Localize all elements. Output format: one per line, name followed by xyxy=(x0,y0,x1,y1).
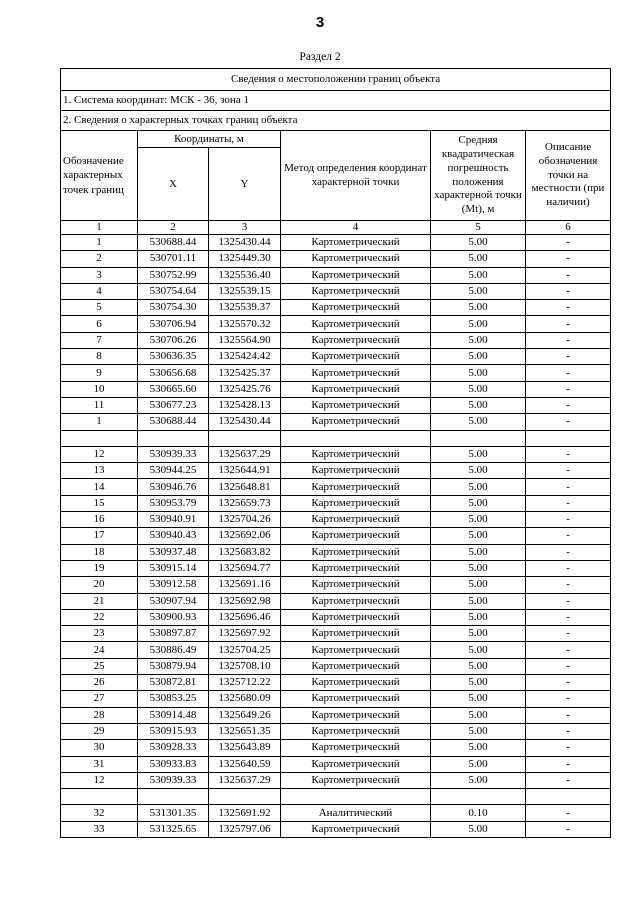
description-cell: - xyxy=(526,691,611,707)
table-row xyxy=(61,740,611,756)
description-cell: - xyxy=(526,805,611,821)
table-row xyxy=(61,430,611,446)
point-id-cell: 9 xyxy=(61,365,138,381)
method-cell: Аналитический xyxy=(281,805,431,821)
x-coord-cell: 530900.93 xyxy=(138,609,209,625)
error-cell: 5.00 xyxy=(431,626,526,642)
error-cell: 5.00 xyxy=(431,658,526,674)
x-coord-cell: 530886.49 xyxy=(138,642,209,658)
error-cell: 5.00 xyxy=(431,560,526,576)
description-cell: - xyxy=(526,740,611,756)
x-coord-cell xyxy=(138,789,209,805)
description-cell: - xyxy=(526,446,611,462)
method-cell: Картометрический xyxy=(281,251,431,267)
y-coord-cell: 1325704.25 xyxy=(209,642,281,658)
table-row xyxy=(61,316,611,332)
point-id-cell: 23 xyxy=(61,626,138,642)
method-cell: Картометрический xyxy=(281,740,431,756)
point-id-cell: 3 xyxy=(61,267,138,283)
method-cell: Картометрический xyxy=(281,560,431,576)
method-cell: Картометрический xyxy=(281,495,431,511)
method-cell: Картометрический xyxy=(281,626,431,642)
table-row xyxy=(61,593,611,609)
description-cell: - xyxy=(526,512,611,528)
table-row xyxy=(61,300,611,316)
error-cell: 5.00 xyxy=(431,463,526,479)
description-cell: - xyxy=(526,235,611,251)
x-coord-cell: 530939.33 xyxy=(138,772,209,788)
point-id-cell xyxy=(61,789,138,805)
method-cell: Картометрический xyxy=(281,235,431,251)
description-cell: - xyxy=(526,283,611,299)
point-id-cell: 10 xyxy=(61,381,138,397)
column-number: 3 xyxy=(209,221,281,235)
table-row xyxy=(61,821,611,837)
table-row xyxy=(61,235,611,251)
method-cell: Картометрический xyxy=(281,544,431,560)
point-id-cell: 1 xyxy=(61,235,138,251)
boundary-points-table xyxy=(60,68,611,838)
x-coord-cell: 530944.25 xyxy=(138,463,209,479)
error-cell: 5.00 xyxy=(431,609,526,625)
x-coord-cell: 530701.11 xyxy=(138,251,209,267)
table-row xyxy=(61,642,611,658)
point-id-cell: 32 xyxy=(61,805,138,821)
page-number: 3 xyxy=(315,14,325,31)
y-coord-cell: 1325648.81 xyxy=(209,479,281,495)
y-coord-cell: 1325539.15 xyxy=(209,283,281,299)
x-coord-cell: 530872.81 xyxy=(138,675,209,691)
x-coord-cell: 531301.35 xyxy=(138,805,209,821)
table-row xyxy=(61,332,611,348)
error-cell: 5.00 xyxy=(431,267,526,283)
description-cell: - xyxy=(526,300,611,316)
y-coord-cell: 1325797.06 xyxy=(209,821,281,837)
error-cell: 5.00 xyxy=(431,300,526,316)
table-row xyxy=(61,723,611,739)
header-method: Метод определения координат характерной точки xyxy=(281,131,431,221)
table-row xyxy=(61,626,611,642)
header-y: Y xyxy=(209,148,281,221)
y-coord-cell: 1325680.09 xyxy=(209,691,281,707)
method-cell: Картометрический xyxy=(281,381,431,397)
x-coord-cell: 530879.94 xyxy=(138,658,209,674)
point-id-cell: 20 xyxy=(61,577,138,593)
table-row xyxy=(61,414,611,430)
point-id-cell: 2 xyxy=(61,251,138,267)
y-coord-cell: 1325708.10 xyxy=(209,658,281,674)
y-coord-cell: 1325643.89 xyxy=(209,740,281,756)
method-cell xyxy=(281,430,431,446)
error-cell: 5.00 xyxy=(431,283,526,299)
table-row xyxy=(61,365,611,381)
x-coord-cell: 530915.93 xyxy=(138,723,209,739)
x-coord-cell: 530656.68 xyxy=(138,365,209,381)
description-cell: - xyxy=(526,560,611,576)
error-cell: 5.00 xyxy=(431,642,526,658)
y-coord-cell: 1325697.92 xyxy=(209,626,281,642)
description-cell: - xyxy=(526,365,611,381)
description-cell: - xyxy=(526,626,611,642)
error-cell: 5.00 xyxy=(431,691,526,707)
y-coord-cell: 1325649.26 xyxy=(209,707,281,723)
point-id-cell: 15 xyxy=(61,495,138,511)
y-coord-cell: 1325428.13 xyxy=(209,397,281,413)
header-error: Средняя квадратическая погрешность положения характерной точки (Mt), м xyxy=(431,131,526,221)
description-cell: - xyxy=(526,544,611,560)
method-cell: Картометрический xyxy=(281,512,431,528)
error-cell: 5.00 xyxy=(431,544,526,560)
x-coord-cell: 530853.25 xyxy=(138,691,209,707)
error-cell: 5.00 xyxy=(431,235,526,251)
table-row xyxy=(61,805,611,821)
error-cell: 5.00 xyxy=(431,446,526,462)
table-row xyxy=(61,691,611,707)
description-cell: - xyxy=(526,821,611,837)
x-coord-cell: 530939.33 xyxy=(138,446,209,462)
error-cell: 0.10 xyxy=(431,805,526,821)
method-cell: Картометрический xyxy=(281,577,431,593)
point-id-cell: 1 xyxy=(61,414,138,430)
y-coord-cell: 1325564.90 xyxy=(209,332,281,348)
y-coord-cell: 1325692.06 xyxy=(209,528,281,544)
error-cell: 5.00 xyxy=(431,316,526,332)
point-id-cell: 11 xyxy=(61,397,138,413)
description-cell: - xyxy=(526,658,611,674)
method-cell xyxy=(281,789,431,805)
description-cell: - xyxy=(526,381,611,397)
method-cell: Картометрический xyxy=(281,463,431,479)
y-coord-cell: 1325424.42 xyxy=(209,349,281,365)
point-id-cell xyxy=(61,430,138,446)
point-id-cell: 4 xyxy=(61,283,138,299)
error-cell: 5.00 xyxy=(431,495,526,511)
x-coord-cell: 530937.48 xyxy=(138,544,209,560)
point-id-cell: 27 xyxy=(61,691,138,707)
description-cell: - xyxy=(526,577,611,593)
point-id-cell: 17 xyxy=(61,528,138,544)
coord-system-row: 1. Система координат: МСК - 36, зона 1 xyxy=(61,91,611,111)
description-cell: - xyxy=(526,675,611,691)
description-cell xyxy=(526,430,611,446)
error-cell xyxy=(431,430,526,446)
method-cell: Картометрический xyxy=(281,821,431,837)
table-row xyxy=(61,446,611,462)
y-coord-cell: 1325691.92 xyxy=(209,805,281,821)
error-cell: 5.00 xyxy=(431,707,526,723)
x-coord-cell: 530636.35 xyxy=(138,349,209,365)
x-coord-cell: 530933.83 xyxy=(138,756,209,772)
method-cell: Картометрический xyxy=(281,642,431,658)
y-coord-cell: 1325644.91 xyxy=(209,463,281,479)
point-id-cell: 22 xyxy=(61,609,138,625)
method-cell: Картометрический xyxy=(281,707,431,723)
description-cell: - xyxy=(526,707,611,723)
description-cell: - xyxy=(526,723,611,739)
method-cell: Картометрический xyxy=(281,283,431,299)
point-id-cell: 7 xyxy=(61,332,138,348)
x-coord-cell: 530706.94 xyxy=(138,316,209,332)
point-id-cell: 12 xyxy=(61,772,138,788)
point-id-cell: 13 xyxy=(61,463,138,479)
x-coord-cell: 530940.43 xyxy=(138,528,209,544)
description-cell: - xyxy=(526,316,611,332)
x-coord-cell: 530754.64 xyxy=(138,283,209,299)
method-cell: Картометрический xyxy=(281,414,431,430)
column-number: 4 xyxy=(281,221,431,235)
x-coord-cell: 530706.26 xyxy=(138,332,209,348)
x-coord-cell: 531325.65 xyxy=(138,821,209,837)
description-cell: - xyxy=(526,593,611,609)
x-coord-cell: 530940.91 xyxy=(138,512,209,528)
point-id-cell: 30 xyxy=(61,740,138,756)
table-title: Сведения о местоположении границ объекта xyxy=(61,69,611,91)
point-id-cell: 18 xyxy=(61,544,138,560)
error-cell xyxy=(431,789,526,805)
table-row xyxy=(61,528,611,544)
point-id-cell: 5 xyxy=(61,300,138,316)
header-description: Описание обозначения точки на местности (при наличии) xyxy=(526,131,611,221)
x-coord-cell: 530897.87 xyxy=(138,626,209,642)
table-row xyxy=(61,349,611,365)
table-row xyxy=(61,707,611,723)
method-cell: Картометрический xyxy=(281,723,431,739)
method-cell: Картометрический xyxy=(281,300,431,316)
point-id-cell: 6 xyxy=(61,316,138,332)
method-cell: Картометрический xyxy=(281,772,431,788)
error-cell: 5.00 xyxy=(431,577,526,593)
x-coord-cell: 530688.44 xyxy=(138,414,209,430)
error-cell: 5.00 xyxy=(431,397,526,413)
table-row xyxy=(61,789,611,805)
point-id-cell: 29 xyxy=(61,723,138,739)
point-id-cell: 19 xyxy=(61,560,138,576)
description-cell: - xyxy=(526,267,611,283)
description-cell: - xyxy=(526,332,611,348)
y-coord-cell: 1325449.30 xyxy=(209,251,281,267)
point-id-cell: 25 xyxy=(61,658,138,674)
y-coord-cell: 1325691.16 xyxy=(209,577,281,593)
column-numbers-row xyxy=(61,221,611,235)
point-id-cell: 28 xyxy=(61,707,138,723)
point-id-cell: 8 xyxy=(61,349,138,365)
table-row xyxy=(61,397,611,413)
error-cell: 5.00 xyxy=(431,675,526,691)
y-coord-cell: 1325712.22 xyxy=(209,675,281,691)
y-coord-cell: 1325430.44 xyxy=(209,414,281,430)
error-cell: 5.00 xyxy=(431,756,526,772)
x-coord-cell: 530677.23 xyxy=(138,397,209,413)
error-cell: 5.00 xyxy=(431,740,526,756)
description-cell: - xyxy=(526,495,611,511)
y-coord-cell: 1325425.76 xyxy=(209,381,281,397)
method-cell: Картометрический xyxy=(281,332,431,348)
method-cell: Картометрический xyxy=(281,609,431,625)
table-row xyxy=(61,772,611,788)
description-cell: - xyxy=(526,414,611,430)
x-coord-cell: 530928.33 xyxy=(138,740,209,756)
y-coord-cell: 1325704.26 xyxy=(209,512,281,528)
point-id-cell: 14 xyxy=(61,479,138,495)
method-cell: Картометрический xyxy=(281,756,431,772)
error-cell: 5.00 xyxy=(431,349,526,365)
error-cell: 5.00 xyxy=(431,414,526,430)
table-row xyxy=(61,560,611,576)
x-coord-cell: 530946.76 xyxy=(138,479,209,495)
section-label: Раздел 2 xyxy=(299,51,341,63)
y-coord-cell: 1325570.32 xyxy=(209,316,281,332)
description-cell: - xyxy=(526,756,611,772)
points-section-row: 2. Сведения о характерных точках границ объекта xyxy=(61,111,611,131)
y-coord-cell: 1325694.77 xyxy=(209,560,281,576)
y-coord-cell: 1325659.73 xyxy=(209,495,281,511)
error-cell: 5.00 xyxy=(431,512,526,528)
x-coord-cell: 530914.48 xyxy=(138,707,209,723)
error-cell: 5.00 xyxy=(431,772,526,788)
y-coord-cell: 1325425.37 xyxy=(209,365,281,381)
column-number: 5 xyxy=(431,221,526,235)
description-cell: - xyxy=(526,251,611,267)
y-coord-cell: 1325692.98 xyxy=(209,593,281,609)
table-row xyxy=(61,479,611,495)
error-cell: 5.00 xyxy=(431,593,526,609)
y-coord-cell: 1325640.59 xyxy=(209,756,281,772)
x-coord-cell: 530915.14 xyxy=(138,560,209,576)
description-cell: - xyxy=(526,397,611,413)
method-cell: Картометрический xyxy=(281,446,431,462)
table-row xyxy=(61,756,611,772)
point-id-cell: 33 xyxy=(61,821,138,837)
description-cell xyxy=(526,789,611,805)
error-cell: 5.00 xyxy=(431,528,526,544)
table-row xyxy=(61,267,611,283)
point-id-cell: 31 xyxy=(61,756,138,772)
error-cell: 5.00 xyxy=(431,381,526,397)
point-id-cell: 21 xyxy=(61,593,138,609)
y-coord-cell: 1325696.46 xyxy=(209,609,281,625)
error-cell: 5.00 xyxy=(431,251,526,267)
y-coord-cell: 1325637.29 xyxy=(209,446,281,462)
method-cell: Картометрический xyxy=(281,658,431,674)
method-cell: Картометрический xyxy=(281,593,431,609)
method-cell: Картометрический xyxy=(281,397,431,413)
method-cell: Картометрический xyxy=(281,365,431,381)
y-coord-cell xyxy=(209,789,281,805)
y-coord-cell: 1325539.37 xyxy=(209,300,281,316)
table-row xyxy=(61,544,611,560)
table-row xyxy=(61,463,611,479)
column-number: 6 xyxy=(526,221,611,235)
y-coord-cell: 1325430.44 xyxy=(209,235,281,251)
x-coord-cell: 530907.94 xyxy=(138,593,209,609)
point-id-cell: 26 xyxy=(61,675,138,691)
point-id-cell: 24 xyxy=(61,642,138,658)
x-coord-cell xyxy=(138,430,209,446)
x-coord-cell: 530912.58 xyxy=(138,577,209,593)
header-coordinates: Координаты, м xyxy=(138,131,281,148)
description-cell: - xyxy=(526,463,611,479)
y-coord-cell: 1325536.40 xyxy=(209,267,281,283)
header-designation: Обозначение характерных точек границ xyxy=(61,131,138,221)
description-cell: - xyxy=(526,642,611,658)
x-coord-cell: 530688.44 xyxy=(138,235,209,251)
header-x: X xyxy=(138,148,209,221)
column-number: 1 xyxy=(61,221,138,235)
method-cell: Картометрический xyxy=(281,267,431,283)
y-coord-cell xyxy=(209,430,281,446)
table-row xyxy=(61,283,611,299)
table-row xyxy=(61,675,611,691)
y-coord-cell: 1325651.35 xyxy=(209,723,281,739)
y-coord-cell: 1325637.29 xyxy=(209,772,281,788)
x-coord-cell: 530953.79 xyxy=(138,495,209,511)
method-cell: Картометрический xyxy=(281,528,431,544)
error-cell: 5.00 xyxy=(431,365,526,381)
column-number: 2 xyxy=(138,221,209,235)
table-row xyxy=(61,658,611,674)
description-cell: - xyxy=(526,479,611,495)
method-cell: Картометрический xyxy=(281,316,431,332)
point-id-cell: 16 xyxy=(61,512,138,528)
x-coord-cell: 530754.30 xyxy=(138,300,209,316)
point-id-cell: 12 xyxy=(61,446,138,462)
x-coord-cell: 530665.60 xyxy=(138,381,209,397)
table-row xyxy=(61,495,611,511)
table-row xyxy=(61,512,611,528)
description-cell: - xyxy=(526,772,611,788)
error-cell: 5.00 xyxy=(431,479,526,495)
error-cell: 5.00 xyxy=(431,332,526,348)
description-cell: - xyxy=(526,528,611,544)
table-row xyxy=(61,577,611,593)
method-cell: Картометрический xyxy=(281,691,431,707)
description-cell: - xyxy=(526,609,611,625)
table-row xyxy=(61,251,611,267)
table-row xyxy=(61,381,611,397)
table-row xyxy=(61,609,611,625)
error-cell: 5.00 xyxy=(431,723,526,739)
method-cell: Картометрический xyxy=(281,479,431,495)
method-cell: Картометрический xyxy=(281,349,431,365)
method-cell: Картометрический xyxy=(281,675,431,691)
error-cell: 5.00 xyxy=(431,821,526,837)
description-cell: - xyxy=(526,349,611,365)
y-coord-cell: 1325683.82 xyxy=(209,544,281,560)
x-coord-cell: 530752.99 xyxy=(138,267,209,283)
